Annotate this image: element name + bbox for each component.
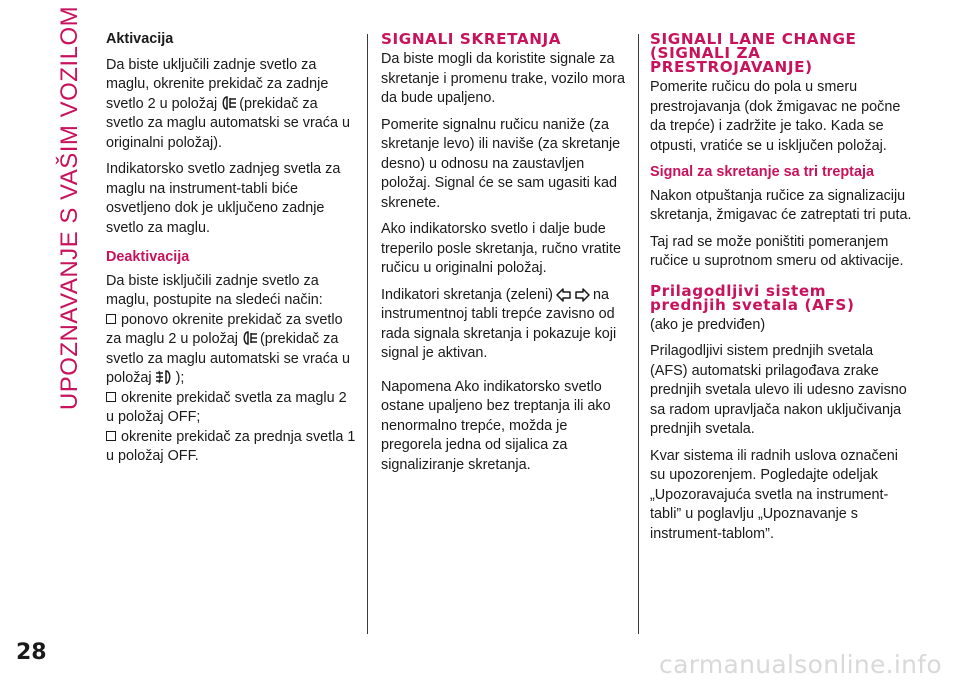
rear-fog-light-icon: [219, 95, 237, 111]
bullet-square-icon: [106, 392, 116, 402]
heading-three-blink: Signal za skretanje sa tri treptaja: [650, 164, 874, 180]
list-item: [106, 311, 358, 389]
heading-lane-change-line2: (SIGNALI ZA: [650, 44, 761, 62]
chapter-side-title: [55, 5, 85, 411]
column-divider-left: [367, 34, 368, 634]
paragraph-activation-text-b: (prekidač za svetlo za maglu automatski se vraća u originalni položaj).: [106, 95, 350, 151]
paragraph-activation: [106, 56, 358, 154]
paragraph-turn-2: Pomerite signalnu ručicu naniže (za skretanje levo) ili naviše (za skretanje desno) u odnosu na zaustavljen položaj. Signal će se sam ugasiti kad skrenete.: [381, 116, 621, 211]
watermark: carmanualsonline.info: [659, 650, 942, 679]
chapter-side-title-text: UPOZNAVANJE S VAŠIM VOZILOM: [56, 5, 84, 411]
heading-afs-line2: prednjih svetala (AFS): [650, 295, 855, 314]
heading-lane-change-line3: PRESTROJAVANJE): [650, 58, 813, 76]
paragraph-indicator: Indikatorsko svetlo zadnjeg svetla za maglu na instrument-tabli biće osvetljeno dok je uključeno zadnje svetlo za maglu.: [106, 161, 341, 236]
paragraph-three-blink-2: Taj rad se može poništiti pomeranjem ručice u suprotnom smeru od aktivacije.: [650, 233, 904, 269]
list-item-text-c: );: [175, 370, 185, 386]
heading-signali-skretanja: SIGNALI SKRETANJA: [381, 30, 562, 48]
list-item-text: okrenite prekidač za prednja svetla 1 u položaj OFF.: [106, 428, 356, 464]
heading-lane-change: [650, 32, 912, 74]
column-fog-light: [106, 30, 358, 467]
list-item-text-a: ponovo okrenite prekidač za svetlo za maglu 2 u položaj: [106, 311, 343, 347]
paragraph-three-blink-1: Nakon otpuštanja ručice za signalizaciju skretanja, žmigavac će zatreptati tri puta.: [650, 187, 912, 223]
bullet-square-icon: [106, 314, 116, 324]
paragraph-lane-1: Pomerite ručicu do pola u smeru prestrojavanja (dok žmigavac ne počne da trepće) i zadržite je tako. Kada se otpusti, vratiće se u isključen položaj.: [650, 79, 901, 154]
paragraph-note: Napomena Ako indikatorsko svetlo ostane upaljeno bez treptanja ili ako nenormalno trepće, možda je pregorela jedna od sijalica za signaliziranje skretanja.: [381, 378, 611, 473]
heading-afs: [650, 281, 912, 314]
heading-lane-change-line1: SIGNALI LANE CHANGE: [650, 30, 857, 48]
paragraph-afs-optional: (ako je predviđen): [650, 316, 766, 333]
paragraph-activation-text-a: Da biste uključili zadnje svetlo za maglu, okrenite prekidač za zadnje svetlo 2 u položaj: [106, 56, 329, 112]
paragraph-afs-1: Prilagodljivi sistem prednjih svetala (AFS) automatski prilagođava zrake prednjih svetala ulevo ili udesno zavisno sa radom upravljača nakon uključivanja prednjih svetala.: [650, 343, 907, 437]
list-item: [106, 389, 358, 428]
turn-signal-arrows-icon: [555, 288, 591, 302]
paragraph-turn-4-text-a: Indikatori skretanja (zeleni): [381, 286, 553, 303]
bullet-square-icon: [106, 431, 116, 441]
column-divider-right: [638, 34, 639, 634]
page-number: 28: [16, 640, 47, 665]
paragraph-turn-4-text-b: na instrumentnoj tabli trepće zavisno od rada signala skretanja i pokazuje koji signal je aktivan.: [381, 286, 617, 361]
rear-fog-light-icon: [240, 330, 258, 346]
heading-afs-line1: Prilagodljivi sistem: [650, 281, 827, 300]
paragraph-turn-4: [381, 286, 629, 364]
heading-aktivacija: Aktivacija: [106, 31, 174, 47]
list-item-text-b: (prekidač za svetlo za maglu automatski se vraća u položaj: [106, 331, 350, 386]
column-turn-signals: [381, 30, 629, 482]
list-item-text: okrenite prekidač svetla za maglu 2 u položaj OFF;: [106, 389, 347, 425]
paragraph-turn-1: Da biste mogli da koristite signale za skretanje i promenu trake, vozilo mora da bude upaljeno.: [381, 51, 625, 106]
heading-deaktivacija: Deaktivacija: [106, 249, 190, 265]
list-item: [106, 428, 358, 467]
front-fog-light-icon: [154, 369, 174, 385]
column-lane-change: [650, 30, 912, 551]
paragraph-turn-3: Ako indikatorsko svetlo i dalje bude treperilo posle skretanja, ručno vratite ručicu u originalni položaj.: [381, 221, 621, 276]
paragraph-afs-2: Kvar sistema ili radnih uslova označeni su upozorenjem. Pogledajte odeljak „Upozoravajuća svetla na instrument-tabli” u poglavlju „Upoznavanje s instrument-tablom”.: [650, 447, 898, 542]
paragraph-deactivation-intro: Da biste isključili zadnje svetlo za maglu, postupite na sledeći način:: [106, 272, 323, 308]
